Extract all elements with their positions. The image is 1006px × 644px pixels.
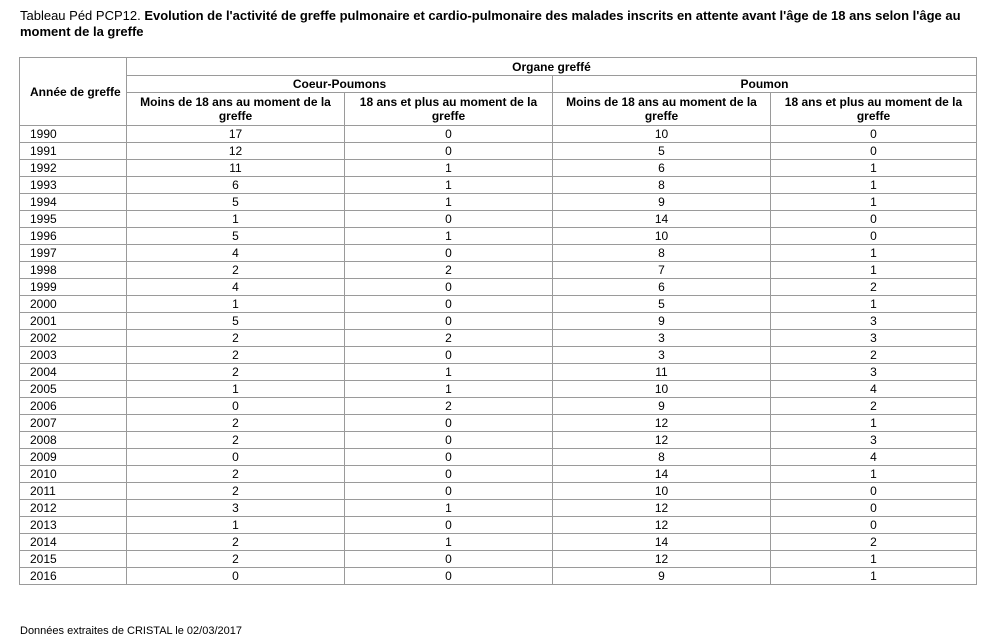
- value-cell: 0: [345, 126, 553, 143]
- value-cell: 14: [553, 534, 771, 551]
- value-cell: 12: [553, 432, 771, 449]
- value-cell: 1: [771, 194, 977, 211]
- value-cell: 1: [127, 517, 345, 534]
- value-cell: 8: [553, 449, 771, 466]
- year-cell: 1993: [20, 177, 127, 194]
- value-cell: 2: [771, 398, 977, 415]
- table-row: [20, 313, 977, 330]
- value-cell: 3: [771, 432, 977, 449]
- value-cell: 2: [127, 415, 345, 432]
- table-row: [20, 211, 977, 228]
- year-cell: 1992: [20, 160, 127, 177]
- table-row: [20, 347, 977, 364]
- table-caption: Evolution de l'activité de greffe pulmonaire et cardio-pulmonaire des malades inscrits en attente avant l'âge de 18 ans selon l'âge au moment de la greffe: [20, 8, 961, 39]
- value-cell: 1: [771, 568, 977, 585]
- year-cell: 1996: [20, 228, 127, 245]
- value-cell: 2: [127, 551, 345, 568]
- value-cell: 0: [345, 296, 553, 313]
- value-cell: 2: [127, 483, 345, 500]
- value-cell: 0: [771, 143, 977, 160]
- value-cell: 12: [553, 517, 771, 534]
- year-cell: 2000: [20, 296, 127, 313]
- value-cell: 8: [553, 177, 771, 194]
- table-row: [20, 279, 977, 296]
- value-cell: 1: [771, 160, 977, 177]
- year-cell: 1994: [20, 194, 127, 211]
- value-cell: 11: [553, 364, 771, 381]
- year-cell: 1998: [20, 262, 127, 279]
- group-header-coeur-poumons: Coeur-Poumons: [127, 76, 553, 93]
- year-cell: 2002: [20, 330, 127, 347]
- table-row: [20, 245, 977, 262]
- value-cell: 2: [771, 279, 977, 296]
- value-cell: 12: [553, 500, 771, 517]
- value-cell: 0: [345, 415, 553, 432]
- value-cell: 1: [771, 296, 977, 313]
- table-row: [20, 143, 977, 160]
- table-row: [20, 500, 977, 517]
- transplant-table: [19, 57, 977, 585]
- value-cell: 1: [771, 466, 977, 483]
- year-cell: 2012: [20, 500, 127, 517]
- value-cell: 0: [771, 500, 977, 517]
- value-cell: 12: [553, 415, 771, 432]
- table-row: [20, 194, 977, 211]
- value-cell: 1: [345, 364, 553, 381]
- value-cell: 1: [771, 262, 977, 279]
- value-cell: 0: [345, 568, 553, 585]
- value-cell: 12: [127, 143, 345, 160]
- table-row: [20, 262, 977, 279]
- table-body: [20, 126, 977, 585]
- value-cell: 6: [553, 279, 771, 296]
- value-cell: 6: [553, 160, 771, 177]
- value-cell: 2: [127, 466, 345, 483]
- value-cell: 0: [345, 432, 553, 449]
- table-row: [20, 568, 977, 585]
- table-row: [20, 551, 977, 568]
- value-cell: 8: [553, 245, 771, 262]
- organ-header: Organe greffé: [127, 58, 977, 76]
- year-cell: 1999: [20, 279, 127, 296]
- year-cell: 2008: [20, 432, 127, 449]
- value-cell: 3: [553, 347, 771, 364]
- value-cell: 12: [553, 551, 771, 568]
- value-cell: 0: [345, 347, 553, 364]
- value-cell: 0: [345, 245, 553, 262]
- value-cell: 5: [127, 228, 345, 245]
- year-cell: 1995: [20, 211, 127, 228]
- table-row: [20, 415, 977, 432]
- value-cell: 3: [127, 500, 345, 517]
- value-cell: 1: [127, 211, 345, 228]
- year-cell: 2001: [20, 313, 127, 330]
- value-cell: 3: [553, 330, 771, 347]
- value-cell: 2: [127, 262, 345, 279]
- table-title: [20, 8, 990, 40]
- table-label: Tableau Péd PCP12.: [20, 8, 141, 23]
- value-cell: 2: [127, 534, 345, 551]
- value-cell: 4: [127, 245, 345, 262]
- value-cell: 0: [345, 466, 553, 483]
- table-row: [20, 398, 977, 415]
- year-cell: 2004: [20, 364, 127, 381]
- table-row: [20, 381, 977, 398]
- value-cell: 10: [553, 483, 771, 500]
- value-cell: 1: [771, 415, 977, 432]
- value-cell: 1: [345, 228, 553, 245]
- value-cell: 3: [771, 313, 977, 330]
- value-cell: 3: [771, 364, 977, 381]
- subheader-p-under-18: Moins de 18 ans au moment de la greffe: [553, 93, 771, 126]
- value-cell: 4: [127, 279, 345, 296]
- value-cell: 0: [127, 398, 345, 415]
- value-cell: 0: [771, 517, 977, 534]
- value-cell: 14: [553, 211, 771, 228]
- value-cell: 10: [553, 126, 771, 143]
- value-cell: 0: [771, 211, 977, 228]
- value-cell: 0: [345, 483, 553, 500]
- table-row: [20, 160, 977, 177]
- value-cell: 2: [771, 534, 977, 551]
- value-cell: 0: [345, 313, 553, 330]
- value-cell: 0: [127, 568, 345, 585]
- value-cell: 2: [127, 364, 345, 381]
- value-cell: 1: [345, 534, 553, 551]
- value-cell: 2: [771, 347, 977, 364]
- value-cell: 1: [345, 500, 553, 517]
- value-cell: 5: [553, 143, 771, 160]
- table-row: [20, 177, 977, 194]
- year-cell: 2007: [20, 415, 127, 432]
- value-cell: 9: [553, 398, 771, 415]
- year-cell: 2009: [20, 449, 127, 466]
- table-row: [20, 449, 977, 466]
- value-cell: 0: [771, 228, 977, 245]
- value-cell: 1: [345, 177, 553, 194]
- table-row: [20, 330, 977, 347]
- year-cell: 2005: [20, 381, 127, 398]
- value-cell: 0: [771, 483, 977, 500]
- value-cell: 0: [127, 449, 345, 466]
- value-cell: 0: [345, 211, 553, 228]
- value-cell: 1: [345, 194, 553, 211]
- value-cell: 0: [345, 279, 553, 296]
- value-cell: 2: [127, 347, 345, 364]
- value-cell: 9: [553, 313, 771, 330]
- value-cell: 10: [553, 228, 771, 245]
- table-row: [20, 126, 977, 143]
- table-row: [20, 483, 977, 500]
- year-column-header: Année de greffe: [20, 58, 127, 126]
- table-row: [20, 432, 977, 449]
- value-cell: 2: [345, 330, 553, 347]
- year-cell: 2014: [20, 534, 127, 551]
- value-cell: 11: [127, 160, 345, 177]
- value-cell: 5: [127, 194, 345, 211]
- value-cell: 0: [345, 551, 553, 568]
- value-cell: 0: [345, 449, 553, 466]
- value-cell: 1: [345, 381, 553, 398]
- table-row: [20, 296, 977, 313]
- table-row: [20, 534, 977, 551]
- table-row: [20, 517, 977, 534]
- year-cell: 2013: [20, 517, 127, 534]
- value-cell: 17: [127, 126, 345, 143]
- value-cell: 10: [553, 381, 771, 398]
- year-cell: 2006: [20, 398, 127, 415]
- year-cell: 1997: [20, 245, 127, 262]
- value-cell: 0: [345, 517, 553, 534]
- source-note: Données extraites de CRISTAL le 02/03/2017: [20, 625, 242, 637]
- value-cell: 2: [345, 262, 553, 279]
- value-cell: 2: [345, 398, 553, 415]
- year-cell: 2016: [20, 568, 127, 585]
- value-cell: 0: [771, 126, 977, 143]
- table-row: [20, 364, 977, 381]
- value-cell: 7: [553, 262, 771, 279]
- table-row: [20, 466, 977, 483]
- value-cell: 1: [771, 551, 977, 568]
- value-cell: 3: [771, 330, 977, 347]
- value-cell: 1: [127, 381, 345, 398]
- table-row: [20, 228, 977, 245]
- value-cell: 2: [127, 330, 345, 347]
- year-cell: 2010: [20, 466, 127, 483]
- value-cell: 9: [553, 194, 771, 211]
- subheader-cp-18-plus: 18 ans et plus au moment de la greffe: [345, 93, 553, 126]
- value-cell: 1: [771, 177, 977, 194]
- value-cell: 4: [771, 449, 977, 466]
- value-cell: 1: [127, 296, 345, 313]
- value-cell: 14: [553, 466, 771, 483]
- subheader-cp-under-18: Moins de 18 ans au moment de la greffe: [127, 93, 345, 126]
- group-header-poumon: Poumon: [553, 76, 977, 93]
- year-cell: 2011: [20, 483, 127, 500]
- value-cell: 4: [771, 381, 977, 398]
- year-cell: 1990: [20, 126, 127, 143]
- value-cell: 6: [127, 177, 345, 194]
- value-cell: 9: [553, 568, 771, 585]
- year-cell: 2015: [20, 551, 127, 568]
- value-cell: 1: [345, 160, 553, 177]
- value-cell: 2: [127, 432, 345, 449]
- value-cell: 5: [553, 296, 771, 313]
- subheader-p-18-plus: 18 ans et plus au moment de la greffe: [771, 93, 977, 126]
- value-cell: 0: [345, 143, 553, 160]
- year-cell: 1991: [20, 143, 127, 160]
- year-cell: 2003: [20, 347, 127, 364]
- value-cell: 1: [771, 245, 977, 262]
- value-cell: 5: [127, 313, 345, 330]
